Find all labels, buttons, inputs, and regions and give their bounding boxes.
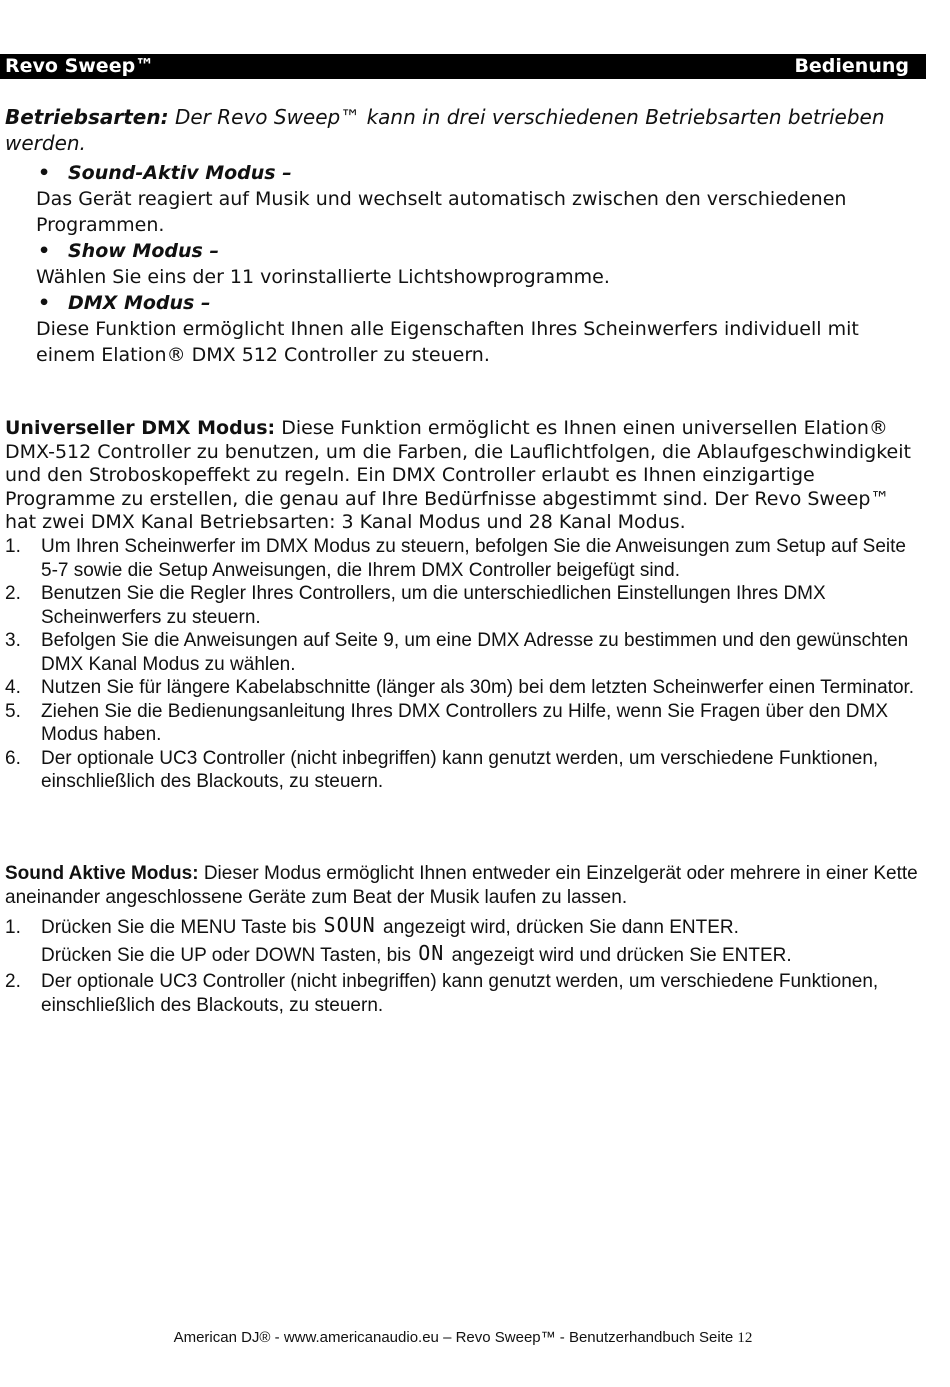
bullet-icon: • <box>38 240 51 262</box>
mode-title: DMX Modus – <box>68 292 211 314</box>
list-item <box>5 535 920 582</box>
sound-mode-label: Sound Aktive Modus: <box>5 863 199 884</box>
sound-mode-paragraph <box>5 862 920 909</box>
product-title: Revo Sweep™ <box>5 55 155 77</box>
list-item <box>36 238 916 290</box>
list-item <box>5 700 920 747</box>
step-text: Befolgen Sie die Anweisungen auf Seite 9, um eine DMX Adresse zu bestimmen und den gewünschten DMX Kanal Modus zu wählen. <box>41 630 909 675</box>
step-text: Um Ihren Scheinwerfer im DMX Modus zu steuern, befolgen Sie die Anweisungen zum Setup auf Seite 5-7 sowie die Setup Anweisungen, die Ihrem DMX Controller beigefügt sind. <box>41 536 906 581</box>
sound-steps-list <box>5 914 920 1017</box>
list-item <box>36 160 916 238</box>
step-number: 1. <box>5 536 21 557</box>
dmx-mode-paragraph <box>5 417 920 535</box>
list-item <box>5 629 920 676</box>
section-title: Bedienung <box>794 55 909 77</box>
list-item <box>5 747 920 794</box>
mode-title: Sound-Aktiv Modus – <box>68 162 292 184</box>
dmx-mode-label: Universeller DMX Modus: <box>5 417 276 439</box>
step-number: 2. <box>5 583 21 604</box>
list-item <box>36 290 916 368</box>
operating-modes-intro <box>5 104 920 156</box>
step-text: Drücken Sie die UP oder DOWN Tasten, bis <box>41 945 411 966</box>
intro-label: Betriebsarten: <box>5 105 169 129</box>
list-item <box>5 914 920 970</box>
mode-description: Das Gerät reagiert auf Musik und wechselt automatisch zwischen den verschiedenen Programmen. <box>36 188 847 236</box>
lcd-display-soun: SOUN <box>323 913 376 937</box>
list-item <box>5 582 920 629</box>
sound-mode-text: Dieser Modus ermöglicht Ihnen entweder ein Einzelgerät oder mehrere in einer Kette aneinander angeschlossene Geräte zum Beat der Musik laufen zu lassen. <box>5 863 918 908</box>
step-text: Drücken Sie die MENU Taste bis <box>41 917 317 938</box>
step-text: Der optionale UC3 Controller (nicht inbegriffen) kann genutzt werden, um verschiedene Funktionen, einschließlich des Blackouts, zu steuern. <box>41 747 879 792</box>
step-line <box>41 942 920 970</box>
page-number: 12 <box>737 1330 753 1346</box>
step-number: 1. <box>5 917 21 938</box>
step-number: 5. <box>5 700 21 722</box>
footer-text: American DJ® - www.americanaudio.eu – Revo Sweep™ - Benutzerhandbuch Seite <box>173 1329 734 1346</box>
header-bar <box>0 54 926 79</box>
step-text: Der optionale UC3 Controller (nicht inbegriffen) kann genutzt werden, um verschiedene Funktionen, einschließlich des Blackouts, zu steuern. <box>41 971 879 1016</box>
page-footer <box>0 1329 926 1347</box>
step-text: Nutzen Sie für längere Kabelabschnitte (länger als 30m) bei dem letzten Scheinwerfer einen Terminator. <box>41 677 915 698</box>
mode-description: Diese Funktion ermöglicht Ihnen alle Eigenschaften Ihres Scheinwerfers individuell mit einem Elation® DMX 512 Controller zu steuern. <box>36 318 859 366</box>
step-text: angezeigt wird und drücken Sie ENTER. <box>451 945 792 966</box>
step-text: Benutzen Sie die Regler Ihres Controllers, um die unterschiedlichen Einstellungen Ihres DMX Scheinwerfers zu steuern. <box>41 583 826 628</box>
step-number: 3. <box>5 630 21 651</box>
mode-description: Wählen Sie eins der 11 vorinstallierte Lichtshowprogramme. <box>36 266 610 288</box>
list-item <box>5 970 920 1017</box>
list-item <box>5 676 920 700</box>
step-number: 6. <box>5 747 21 769</box>
step-text: angezeigt wird, drücken Sie dann ENTER. <box>383 917 739 938</box>
step-number: 2. <box>5 971 21 992</box>
intro-text: Der Revo Sweep™ kann in drei verschiedenen Betriebsarten betrieben werden. <box>5 105 885 155</box>
step-line <box>41 914 920 942</box>
mode-title: Show Modus – <box>68 240 219 262</box>
lcd-display-on: ON <box>418 941 445 965</box>
bullet-icon: • <box>38 162 51 184</box>
dmx-steps-list <box>5 535 920 794</box>
modes-list <box>36 160 916 368</box>
step-number: 4. <box>5 677 21 698</box>
dmx-mode-text: Diese Funktion ermöglicht es Ihnen einen universellen Elation® DMX-512 Controller zu benutzen, um die Farben, die Lauflichtfolgen, die Ablaufgeschwindigkeit und den Stroboskopeffekt zu regeln. Ein DMX Controller erlaubt es Ihnen einzigartige Programme zu erstellen, die genau auf Ihre Bedürfnisse abgestimmt sind. Der Revo Sweep™ hat zwei DMX Kanal Betriebsarten: 3 Kanal Modus und 28 Kanal Modus. <box>5 417 911 533</box>
bullet-icon: • <box>38 292 51 314</box>
step-text: Ziehen Sie die Bedienungsanleitung Ihres DMX Controllers zu Hilfe, wenn Sie Fragen über den DMX Modus haben. <box>41 700 889 745</box>
